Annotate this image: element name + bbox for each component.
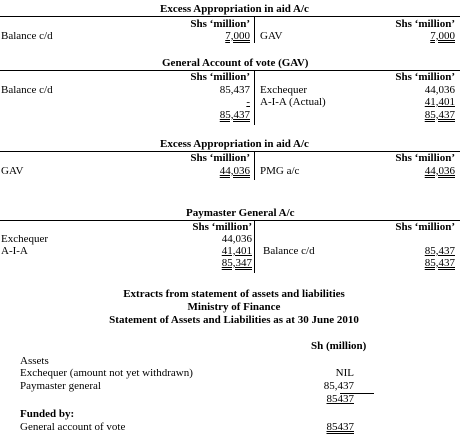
left-column-header: Shs ‘million’ <box>190 152 250 164</box>
exchequer-label: Exchequer (amount not yet withdrawn) <box>20 367 193 379</box>
statement-title: Statement of Assets and Liabilities as at 30 June 2010 <box>109 314 359 326</box>
statement-heading: Extracts from statement of assets and liabilities <box>123 288 345 300</box>
entry-label: Balance c/d <box>1 84 53 96</box>
exchequer-value: NIL <box>335 367 354 379</box>
entry-value: 7,000 <box>225 30 250 42</box>
entry-value: 44,036 <box>424 165 455 177</box>
entry-total: 85,437 <box>219 109 250 121</box>
entry-label: A-I-A (Actual) <box>260 96 326 108</box>
right-column-header: Shs ‘million’ <box>395 221 455 233</box>
left-column-header: Shs ‘million’ <box>190 71 250 83</box>
entry-total: 85,437 <box>424 257 455 269</box>
gav-value: 85437 <box>326 421 354 433</box>
right-column-header: Shs ‘million’ <box>395 71 455 83</box>
paymaster-value: 85,437 <box>323 380 354 392</box>
assets-total: 85437 <box>326 393 354 405</box>
account-title: Excess Appropriation in aid A/c <box>160 3 309 15</box>
entry-label: PMG a/c <box>260 165 300 177</box>
entry-value: 85,437 <box>219 84 250 96</box>
right-column-header: Shs ‘million’ <box>395 152 455 164</box>
account-title: Paymaster General A/c <box>186 207 295 219</box>
entry-value: 44,036 <box>221 233 252 245</box>
account-title: General Account of vote (GAV) <box>162 57 309 69</box>
t-account-divider <box>254 17 255 43</box>
entry-value: 85,437 <box>424 245 455 257</box>
left-column-header: Shs ‘million’ <box>192 221 252 233</box>
entry-total: 85,347 <box>221 257 252 269</box>
t-account-divider <box>254 71 255 125</box>
entry-label: Exchequer <box>260 84 308 96</box>
entry-value: 7,000 <box>430 30 455 42</box>
entry-label: Exchequer <box>1 233 49 245</box>
t-account-top-line <box>0 16 460 17</box>
entry-value: 44,036 <box>424 84 455 96</box>
entry-value: 41,401 <box>424 96 455 108</box>
entry-label: Balance c/d <box>263 245 315 257</box>
entry-label: A-I-A <box>1 245 28 257</box>
assets-label: Assets <box>20 355 49 367</box>
entry-value: - <box>246 96 250 108</box>
gav-label: General account of vote <box>20 421 126 433</box>
funded-by-label: Funded by: <box>20 408 75 420</box>
account-title: Excess Appropriation in aid A/c <box>160 138 309 150</box>
entry-value: 41,401 <box>221 245 252 257</box>
left-column-header: Shs ‘million’ <box>190 18 250 30</box>
entry-label: Balance c/d <box>1 30 53 42</box>
entry-value: 44,036 <box>219 165 250 177</box>
entry-label: GAV <box>260 30 283 42</box>
entry-label: GAV <box>1 165 24 177</box>
paymaster-label: Paymaster general <box>20 380 101 392</box>
right-column-header: Shs ‘million’ <box>395 18 455 30</box>
t-account-divider <box>254 152 255 180</box>
statement-column-header: Sh (million) <box>311 340 367 352</box>
t-account-divider <box>254 221 255 273</box>
entry-total: 85,437 <box>424 109 455 121</box>
statement-subheading: Ministry of Finance <box>187 301 281 313</box>
